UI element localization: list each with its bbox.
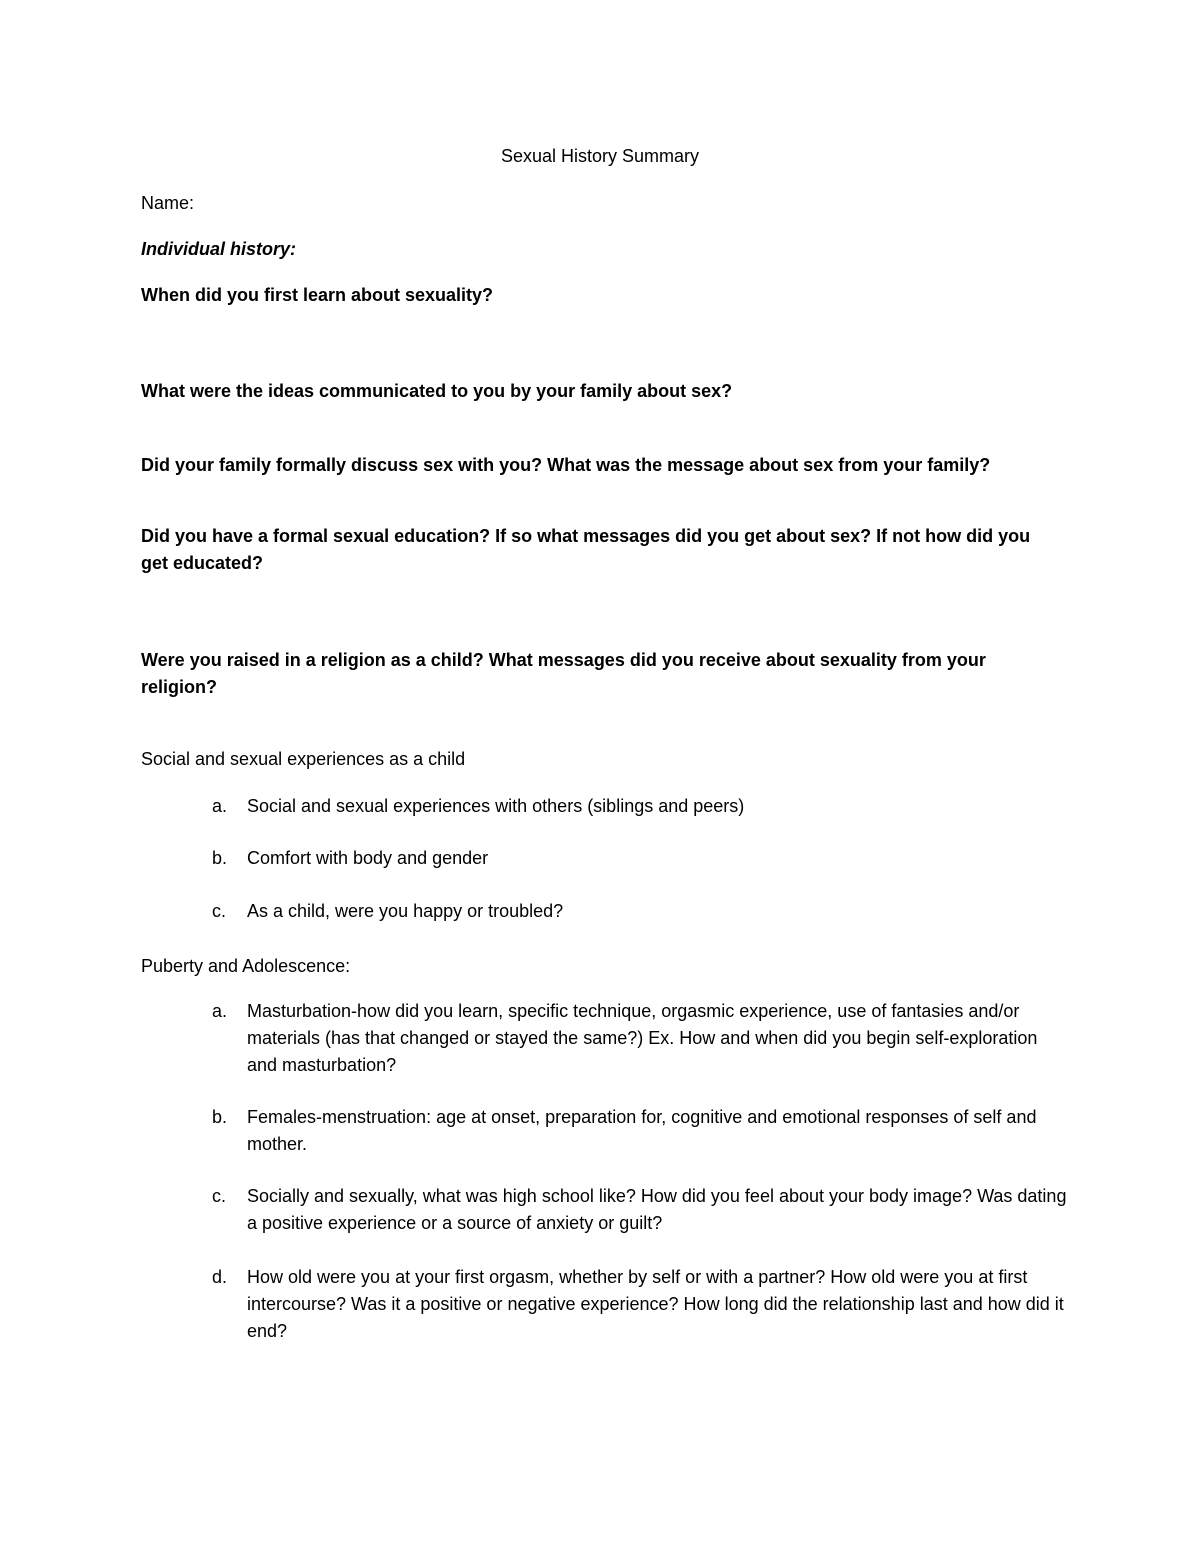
puberty-section-heading: Puberty and Adolescence: [141,956,351,976]
list-marker: a. [212,1001,228,1021]
list-item-text: Masturbation-how did you learn, specific technique, orgasmic experience, use of fantasies and/or materials (has that changed or stayed the same?) Ex. How and when did you begin self-exploration and masturbation? [247,1001,1038,1075]
list-marker: b. [212,848,228,868]
list-item-text: Social and sexual experiences with others (siblings and peers) [247,796,745,816]
list-item-text: As a child, were you happy or troubled? [247,901,564,921]
list-item [212,793,1072,820]
page-title: Sexual History Summary [500,146,700,166]
list-item-text: How old were you at your first orgasm, whether by self or with a partner? How old were you at first intercourse? Was it a positive or negative experience? How long did the relationship last and how did it end? [247,1267,1064,1341]
list-marker: c. [212,1186,227,1206]
question-family-discuss: Did your family formally discuss sex with you? What was the message about sex from your family? [141,455,991,475]
individual-history-heading: Individual history: [141,239,297,259]
question-formal-education: Did you have a formal sexual education? If so what messages did you get about sex? If not how did you get educated? [141,526,1031,573]
list-item [212,1264,1072,1345]
question-family-ideas: What were the ideas communicated to you by your family about sex? [141,381,733,401]
question-religion: Were you raised in a religion as a child? What messages did you receive about sexuality from your religion? [141,650,986,697]
list-marker: d. [212,1267,228,1287]
list-marker: b. [212,1107,228,1127]
list-item [212,845,1072,872]
list-item [212,1183,1072,1237]
list-marker: c. [212,901,227,921]
list-item-text: Females-menstruation: age at onset, preparation for, cognitive and emotional responses of self and mother. [247,1107,1037,1154]
list-item-text: Socially and sexually, what was high school like? How did you feel about your body image? Was dating a positive experience or a source of anxiety or guilt? [247,1186,1067,1233]
list-item [212,1104,1072,1158]
list-marker: a. [212,796,228,816]
child-section-heading: Social and sexual experiences as a child [141,749,466,769]
name-label: Name: [141,193,195,213]
list-item [212,998,1072,1079]
list-item [212,898,1072,925]
question-first-learn: When did you first learn about sexuality? [141,285,494,305]
list-item-text: Comfort with body and gender [247,848,489,868]
